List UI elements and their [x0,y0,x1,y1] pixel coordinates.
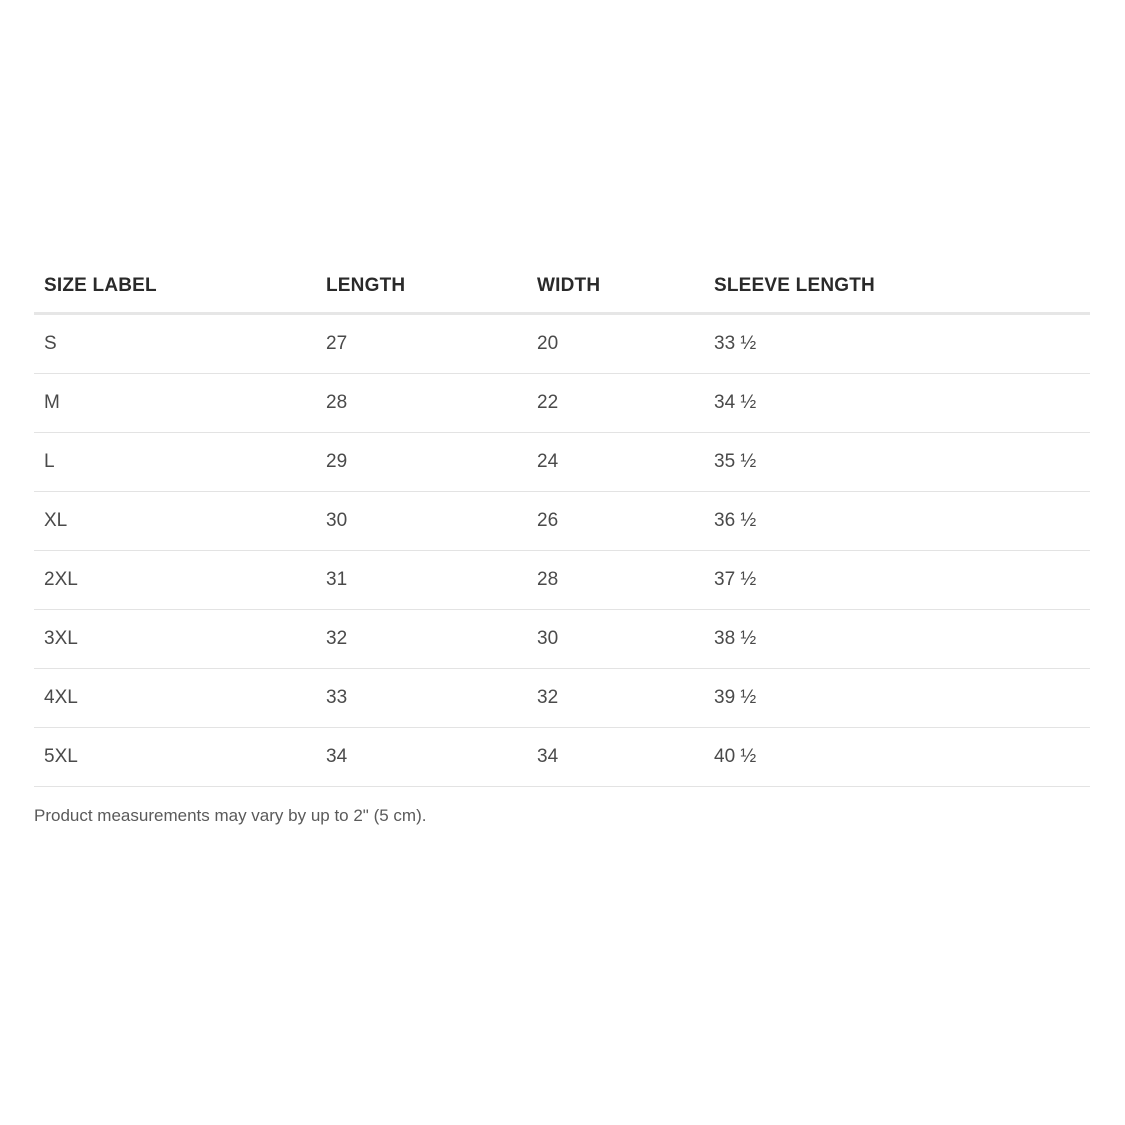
cell-size-label: 2XL [34,551,316,610]
header-row [34,260,1090,314]
header-sleeve-length: SLEEVE LENGTH [704,260,1090,314]
cell-length: 29 [316,433,527,492]
cell-length: 28 [316,374,527,433]
cell-width: 20 [527,314,704,374]
cell-width: 30 [527,610,704,669]
cell-width: 22 [527,374,704,433]
cell-length: 31 [316,551,527,610]
cell-sleeve-length: 36 ½ [704,492,1090,551]
cell-sleeve-length: 40 ½ [704,728,1090,787]
size-chart [34,260,1090,787]
cell-length: 32 [316,610,527,669]
cell-width: 24 [527,433,704,492]
table-row [34,433,1090,492]
cell-length: 30 [316,492,527,551]
table-row [34,669,1090,728]
cell-width: 26 [527,492,704,551]
cell-size-label: S [34,314,316,374]
table-row [34,374,1090,433]
table-row [34,551,1090,610]
cell-sleeve-length: 37 ½ [704,551,1090,610]
cell-sleeve-length: 35 ½ [704,433,1090,492]
cell-size-label: 4XL [34,669,316,728]
cell-length: 27 [316,314,527,374]
cell-size-label: 3XL [34,610,316,669]
cell-size-label: L [34,433,316,492]
cell-width: 32 [527,669,704,728]
cell-width: 28 [527,551,704,610]
size-table [34,260,1090,787]
cell-length: 34 [316,728,527,787]
cell-sleeve-length: 39 ½ [704,669,1090,728]
cell-width: 34 [527,728,704,787]
header-width: WIDTH [527,260,704,314]
cell-sleeve-length: 33 ½ [704,314,1090,374]
header-length: LENGTH [316,260,527,314]
table-row [34,492,1090,551]
table-body [34,314,1090,787]
table-row [34,728,1090,787]
table-header [34,260,1090,314]
header-size-label: SIZE LABEL [34,260,316,314]
cell-sleeve-length: 34 ½ [704,374,1090,433]
cell-size-label: M [34,374,316,433]
cell-length: 33 [316,669,527,728]
cell-size-label: 5XL [34,728,316,787]
cell-sleeve-length: 38 ½ [704,610,1090,669]
measurement-footnote: Product measurements may vary by up to 2" (5 cm). [34,806,427,825]
cell-size-label: XL [34,492,316,551]
table-row [34,610,1090,669]
table-row [34,314,1090,374]
